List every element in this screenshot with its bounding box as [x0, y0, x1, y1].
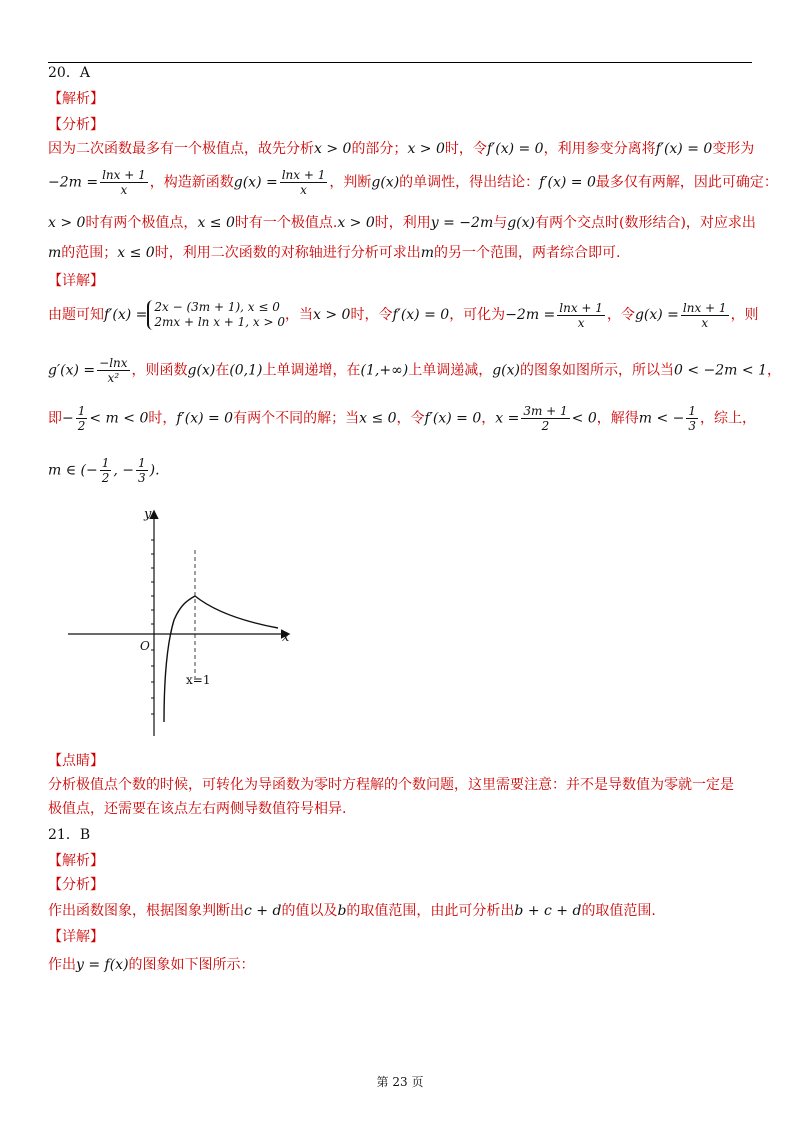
fraction: $\frac{1}{2}$ — [101, 456, 110, 485]
piecewise-system: 2x − (3m + 1), x ≤ 0 2mx + ln x + 1, x > 0 — [147, 300, 285, 330]
q20-dianjing-line2: 极值点，还需要在该点左右两侧导数值符号相异. — [48, 801, 347, 817]
fraction: $\frac{1}{3}$ — [688, 404, 697, 433]
x1-label: x=1 — [186, 673, 211, 687]
q20-fenxi-line2: −2m = $\frac{\ln x + 1}{x}$ ，构造新函数g(x) = $\frac{\ln x + 1}{x}$ ，判断g(x)的单调性，得出结论：f′(x) = 0最多仅有两解，因此可确定： — [48, 168, 778, 197]
g-curve — [164, 596, 278, 722]
page-number: 第 23 页 — [376, 1075, 424, 1089]
q20-dianjing-tag: 【点睛】 — [48, 753, 104, 769]
q20-heading: 20．A — [48, 65, 90, 81]
fraction: $\frac{-\ln x}{\text{x²}}$ — [99, 356, 128, 385]
fraction: $\frac{3m + 1}{2}$ — [523, 404, 568, 433]
fraction: $\frac{\ln x + 1}{x}$ — [559, 300, 603, 330]
q20-fenxi-line1: 因为二次函数最多有一个极值点，故先分析x > 0的部分；x > 0时，令f′(x) = 0，利用参变分离将f′(x) = 0变形为 — [48, 141, 755, 157]
q21-analysis-tag: 【解析】 — [48, 853, 104, 869]
top-rule — [48, 62, 752, 63]
q20-analysis-tag: 【解析】 — [48, 91, 104, 107]
q20-xiangjie-line3: 即− $\frac{1}{2}$ < m < 0时，f′(x) = 0有两个不同的解；当x ≤ 0，令f′(x) = 0，x = $\frac{3m + 1}{2}$ < 0，解得m < − $\frac{1}{3}$ ，综上， — [48, 404, 757, 433]
fraction: $\frac{1}{3}$ — [138, 456, 146, 485]
y-axis-label: y — [144, 507, 152, 522]
q20-xiangjie-line1: 由题可知f′(x) = 2x − (3m + 1), x ≤ 0 2mx + ln x + 1, x > 0 ，当x > 0时，令f′(x) = 0，可化为−2m = $\frac{\ln x + 1}{x}$ ，令g(x) = $\frac{\ln x + 1}{x}$ ，则 — [48, 300, 759, 330]
g-function-graph — [60, 500, 300, 740]
q20-xiangjie-line2: g′(x) = $\frac{-\ln x}{\text{x²}}$ ，则函数g(x)在(0,1)上单调递增，在(1,+∞)上单调递减，g(x)的图象如图所示，所以当0 < −2m < 1， — [48, 356, 781, 385]
fraction: $\frac{1}{2}$ — [77, 404, 86, 433]
fraction: $\frac{\ln x + 1}{x}$ — [682, 300, 727, 330]
q20-fenxi-tag: 【分析】 — [48, 117, 104, 133]
q20-fenxi-line3: x > 0时有两个极值点，x ≤ 0时有一个极值点.x > 0时，利用y = −2m与g(x)有两个交点时(数形结合)，对应求出 — [48, 215, 756, 231]
x-axis-label: x — [282, 630, 290, 645]
q21-fenxi-line: 作出函数图象，根据图象判断出c + d的值以及b的取值范围，由此可分析出b + c + d的取值范围. — [48, 903, 656, 919]
q21-xiangjie-tag: 【详解】 — [48, 929, 104, 945]
q21-fenxi-tag: 【分析】 — [48, 877, 104, 893]
q21-heading: 21．B — [48, 827, 91, 843]
q20-xiangjie-tag: 【详解】 — [48, 273, 104, 289]
fraction: $\frac{\ln x + 1}{x}$ — [102, 168, 146, 197]
q20-dianjing-line1: 分析极值点个数的时候，可转化为导函数为零时方程解的个数问题，这里需要注意：并不是导数值为零就一定是 — [48, 777, 734, 793]
origin-label: O — [140, 639, 150, 653]
q20-fenxi-line4: m的范围；x ≤ 0时，利用二次函数的对称轴进行分析可求出m的另一个范围，两者综合即可. — [48, 245, 621, 261]
q21-xiangjie-line: 作出y = f(x)的图象如下图所示： — [48, 957, 255, 973]
q20-xiangjie-line4: m ∈ (− $\frac{1}{2}$ , − $\frac{1}{3}$ ). — [48, 456, 160, 485]
fraction: $\frac{\ln x + 1}{x}$ — [281, 168, 326, 197]
